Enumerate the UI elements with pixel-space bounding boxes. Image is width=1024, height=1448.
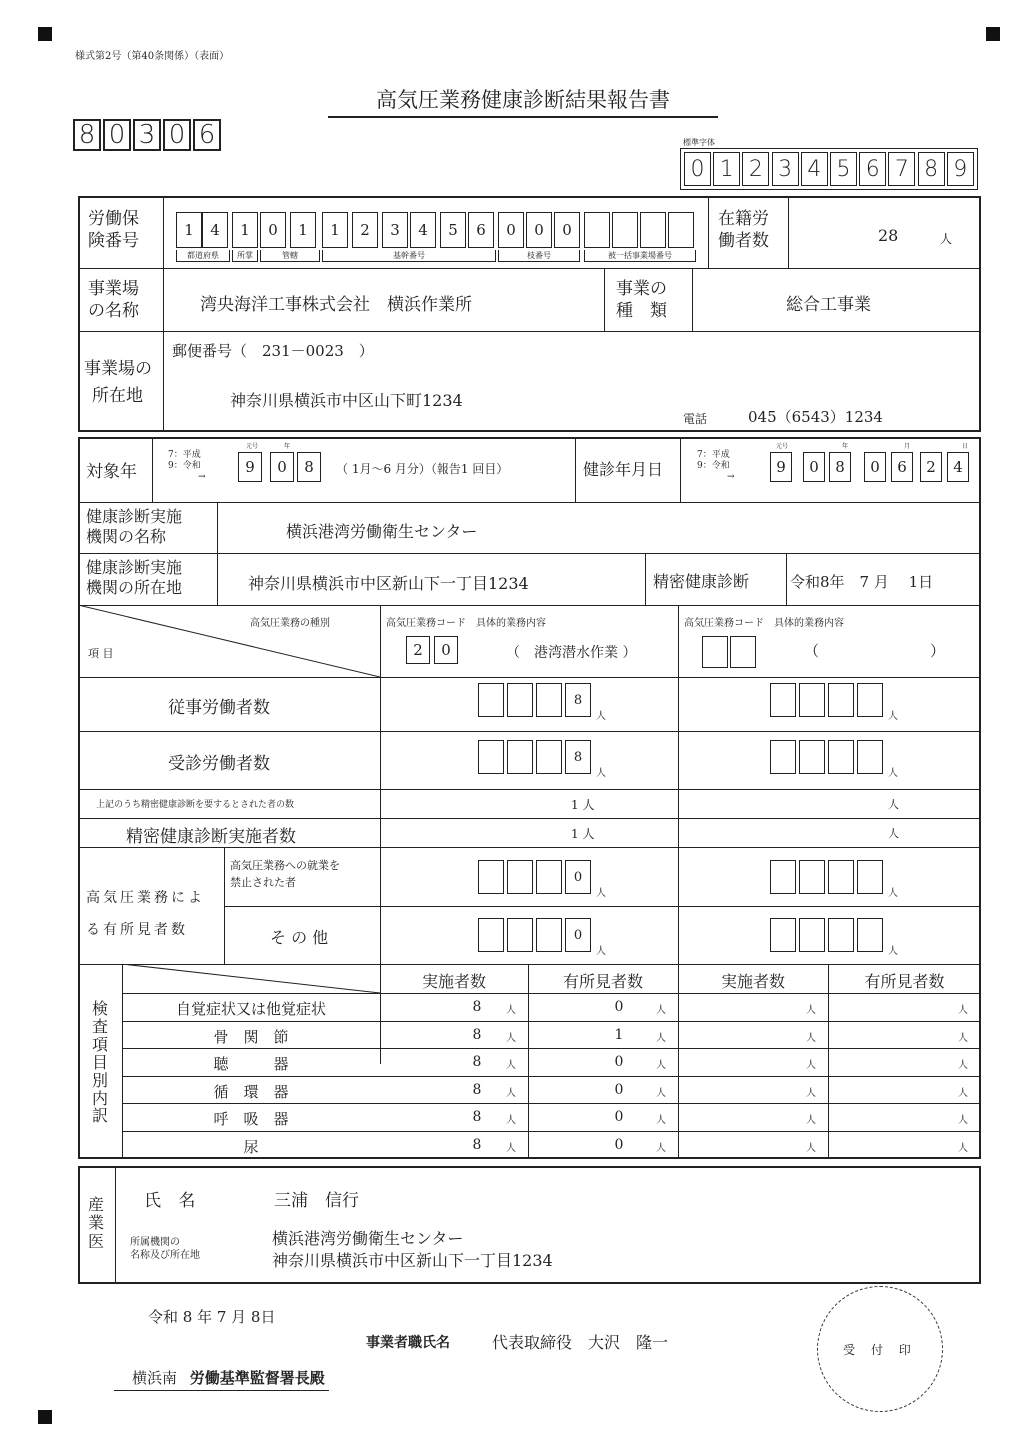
count-digit-empty [857,918,883,952]
detail-done-label: 精密健康診断実施者数 [126,827,296,847]
unit: 人 [506,1115,516,1127]
target-era-digit: 9 [238,452,262,482]
exam-date-digit: 8 [829,452,851,482]
exam-date-digit: 6 [891,452,913,482]
breakdown-found: 1 [614,1026,624,1043]
form-code-digit: 8 [73,119,101,151]
unit: 人 [958,1005,968,1016]
unit: 人 [958,1143,968,1154]
insurance-digit: 0 [498,212,524,248]
detail-done-1: 1 人 [571,827,595,841]
work-code-label-2: 高気圧業務コード 具体的業務内容 [684,618,844,629]
count-digit: 0 [565,860,591,894]
count-digit-empty [799,860,825,894]
unit: 人 [506,1143,516,1154]
breakdown-done: 8 [472,1081,482,1098]
count-digit-empty [828,860,854,894]
sub-bulk: 被一括事業場番号 [584,250,696,262]
sub-base: 基幹番号 [322,250,496,262]
count-digit [507,683,533,717]
unit: 人 [958,1115,968,1127]
item-label: 項 目 [88,647,114,660]
count-digit [507,740,533,774]
breakdown-found: 0 [614,1137,624,1153]
insurance-digit [612,212,638,248]
insurance-digit: 0 [554,212,580,248]
business-type-label: 事業の 種 類 [616,279,667,322]
insurance-label: 労働保 険番号 [88,209,139,252]
unit: 人 [806,1032,816,1044]
count-digit-empty [857,860,883,894]
unit: 人 [806,1143,816,1154]
unit: 人 [958,1032,968,1044]
form-number: 様式第2号（第40条関係）（表面） [75,51,230,62]
unit: 人 [656,1005,666,1016]
unit: 人 [506,1087,516,1099]
col-found-1: 有所見者数 [562,972,643,991]
business-type: 総合工事業 [786,295,871,315]
form-code-digit: 0 [163,119,191,151]
insurance-digit: 1 [232,212,258,248]
count-digit [507,860,533,894]
employer-label: 事業者職氏名 [366,1335,450,1351]
insurance-digit: 4 [410,212,436,248]
workplace-name: 湾央海洋工事株式会社 横浜作業所 [200,295,472,315]
breakdown-done: 8 [472,1109,482,1126]
count-unit: 人 [596,888,606,899]
count-digit-empty [828,683,854,717]
target-year-digit: 8 [297,452,321,482]
count-unit: 人 [888,711,898,722]
count-unit: 人 [888,888,898,899]
insurance-digit: 6 [468,212,494,248]
count-unit: 人 [888,946,898,957]
doctor-org: 横浜港湾労働衛生センター 神奈川県横浜市中区新山下一丁目1234 [272,1229,553,1270]
row-line [122,1048,981,1049]
doctor-name: 三浦 信行 [274,1191,359,1211]
breakdown-diagonal [122,964,380,993]
standard-digit: 7 [888,152,915,186]
unit: 人 [506,1032,516,1044]
count-digit [536,918,562,952]
standard-digit: 0 [684,152,711,186]
unit: 人 [656,1143,666,1154]
exam-era-options: 7：平成 9：令和 → [697,450,735,482]
work-code2-digit [730,636,756,668]
breakdown-found: 0 [614,999,624,1015]
standard-digit: 9 [947,152,974,186]
unit: 人 [958,1060,968,1072]
exam-date-digit: 0 [803,452,825,482]
standard-digit: 3 [772,152,799,186]
findings-label: 高気圧業務によ る有所見者数 [86,890,205,939]
workplace-name-label: 事業場 の名称 [88,279,139,322]
work-content-2-open: （ [804,642,820,660]
unit: 人 [656,1032,666,1044]
receipt-stamp-label: 受 付 印 [843,1342,917,1357]
detail-required-1: 1 人 [571,798,595,812]
exam-date-label: 健診年月日 [583,460,664,479]
target-year-label: 対象年 [86,462,137,482]
count-unit: 人 [888,768,898,779]
target-era-options: 7：平成 9：令和 → [168,450,206,482]
col-done-2: 実施者数 [720,972,785,991]
count-digit [536,683,562,717]
row-line [122,1131,981,1132]
count-digit [478,860,504,894]
count-digit [478,918,504,952]
target-period: （ 1月～6 月分）（報告1 回目） [336,462,509,476]
target-year-digit: 0 [270,452,294,482]
count-digit-empty [770,918,796,952]
workplace-address-label: 事業場の 所在地 [84,359,152,407]
examined-label: 受診労働者数 [168,754,270,774]
workers-value: 28 [878,226,899,245]
postal-code: 郵便番号（ 231－0023 ） [172,342,374,360]
office-suffix: 労働基準監督署長殿 [189,1369,325,1387]
unit: 人 [656,1115,666,1127]
work-content-1: （ 港湾潜水作業 ） [506,645,637,661]
exam-date-digit: 2 [920,452,942,482]
sub-branch: 枝番号 [498,250,580,262]
breakdown-item-name: 循 環 器 [213,1082,289,1101]
institution-address-label: 健康診断実施 機関の所在地 [86,558,183,597]
standard-digit: 4 [801,152,828,186]
detail-done-2-unit: 人 [888,827,899,840]
row-line [122,1021,981,1022]
count-digit [536,740,562,774]
breakdown-found: 0 [614,1109,624,1126]
detail-required-label: 上記のうち精密健康診断を要するとされた者の数 [96,800,295,810]
row-line [122,1076,981,1077]
unit: 人 [506,1060,516,1072]
employer-name: 代表取締役 大沢 隆一 [492,1333,669,1352]
report-date: 令和 8 年 7 月 8日 [148,1308,276,1326]
unit: 人 [958,1087,968,1099]
standard-digit: 2 [742,152,769,186]
insurance-digit: 1 [176,212,202,248]
insurance-digit: 3 [382,212,408,248]
insurance-digit [584,212,610,248]
breakdown-item-name: 聴 器 [213,1055,289,1074]
unit: 人 [656,1060,666,1072]
count-digit [507,918,533,952]
form-code-digit: 0 [103,119,131,151]
exam-hint-era: 元号 [776,443,789,450]
exam-hint-year: 年 [842,443,849,450]
count-unit: 人 [596,946,606,957]
count-digit-empty [828,918,854,952]
count-digit-empty [799,683,825,717]
form-code-digit: 3 [133,119,161,151]
insurance-digit: 1 [290,212,316,248]
standard-digit: 8 [918,152,945,186]
workers-label: 在籍労 働者数 [718,209,769,252]
standard-digit: 6 [859,152,886,186]
standard-font-label: 標準字体 [683,138,715,147]
count-digit: 8 [565,740,591,774]
tel-value: 045（6543）1234 [748,408,883,426]
engaged-label: 従事労働者数 [168,698,270,718]
unit: 人 [656,1087,666,1099]
unit: 人 [806,1115,816,1127]
breakdown-done: 8 [472,1026,482,1043]
col-found-2: 有所見者数 [864,972,945,991]
unit: 人 [806,1005,816,1016]
registration-mark-tr [986,27,1000,41]
work-code-digit: 0 [434,636,458,664]
tel-label: 電話 [683,412,708,426]
sub-jurisdiction: 管轄 [260,250,320,262]
breakdown-found: 0 [614,1081,624,1098]
detail-exam-label: 精密健康診断 [653,572,750,591]
insurance-digit: 2 [352,212,378,248]
work-code-label-1: 高気圧業務コード 具体的業務内容 [386,618,546,629]
count-digit-empty [857,683,883,717]
insurance-digit: 0 [526,212,552,248]
breakdown-item-name: 尿 [243,1138,259,1156]
sub-pref: 都道府県 [176,250,230,262]
breakdown-done: 8 [472,1054,482,1071]
insurance-digit: 1 [322,212,348,248]
work-code2-digit [702,636,728,668]
count-digit-empty [857,740,883,774]
count-digit-empty [799,740,825,774]
office-address [114,1367,329,1391]
unit: 人 [506,1005,516,1016]
registration-mark-tl [38,27,52,41]
sub-office: 所掌 [232,250,258,262]
unit: 人 [806,1060,816,1072]
breakdown-item-name: 呼 吸 器 [213,1110,289,1129]
exam-hint-day: 日 [962,443,969,450]
header-diagonal [78,605,380,677]
count-unit: 人 [596,711,606,722]
count-digit-empty [770,860,796,894]
doctor-org-label: 所属機関の 名称及び所在地 [130,1237,200,1261]
row-line [122,1103,981,1104]
col-done-1: 実施者数 [421,972,486,991]
breakdown-done: 8 [472,1137,482,1153]
insurance-digit: 4 [202,212,228,248]
other-label: そ の 他 [270,928,329,947]
unit: 人 [806,1087,816,1099]
page-title: 高気圧業務健康診断結果報告書 [328,84,718,118]
count-digit-empty [770,740,796,774]
era-hint: 元号 [246,443,259,450]
count-digit-empty [770,683,796,717]
institution-address: 神奈川県横浜市中区新山下一丁目1234 [248,574,529,593]
exam-date-digit: 9 [770,452,792,482]
workers-unit: 人 [940,232,953,246]
standard-digit: 5 [830,152,857,186]
form-code-digit: 6 [193,119,221,151]
count-digit [478,683,504,717]
work-kind-label: 高気圧業務の種別 [250,618,330,629]
workplace-address: 神奈川県横浜市中区山下町1234 [230,391,463,410]
work-content-2-close: ） [930,642,946,660]
breakdown-item-name: 骨 関 節 [213,1027,289,1046]
breakdown-side-label: 検査項目別内訳 [92,999,109,1126]
registration-mark-bl [38,1410,52,1424]
breakdown-found: 0 [614,1054,624,1071]
detail-required-2-unit: 人 [888,798,899,811]
breakdown-item-name: 自覚症状又は他覚症状 [175,1000,326,1018]
exam-date-digit: 4 [947,452,969,482]
exam-hint-month: 月 [904,443,911,450]
institution-name: 横浜港湾労働衛生センター [286,522,478,541]
insurance-digit [668,212,694,248]
count-digit [478,740,504,774]
count-digit-empty [799,918,825,952]
breakdown-done: 8 [472,999,482,1015]
year-hint: 年 [284,443,291,450]
exam-date-digit: 0 [864,452,886,482]
prohibited-label: 高気圧業務への就業を 禁止された者 [230,859,340,889]
count-digit: 0 [565,918,591,952]
insurance-digit: 5 [440,212,466,248]
institution-name-label: 健康診断実施 機関の名称 [86,507,183,546]
doctor-name-label: 氏 名 [144,1191,202,1211]
detail-exam-date: 令和8年 7 月 1日 [790,573,934,591]
count-digit: 8 [565,683,591,717]
count-unit: 人 [596,768,606,779]
count-digit [536,860,562,894]
work-code-digit: 2 [406,636,430,664]
insurance-digit [640,212,666,248]
insurance-digit: 0 [260,212,286,248]
office-prefix: 横浜南 [132,1369,178,1387]
standard-digit: 1 [713,152,740,186]
count-digit-empty [828,740,854,774]
doctor-side-label: 産業医 [88,1195,105,1251]
receipt-stamp [817,1286,943,1412]
